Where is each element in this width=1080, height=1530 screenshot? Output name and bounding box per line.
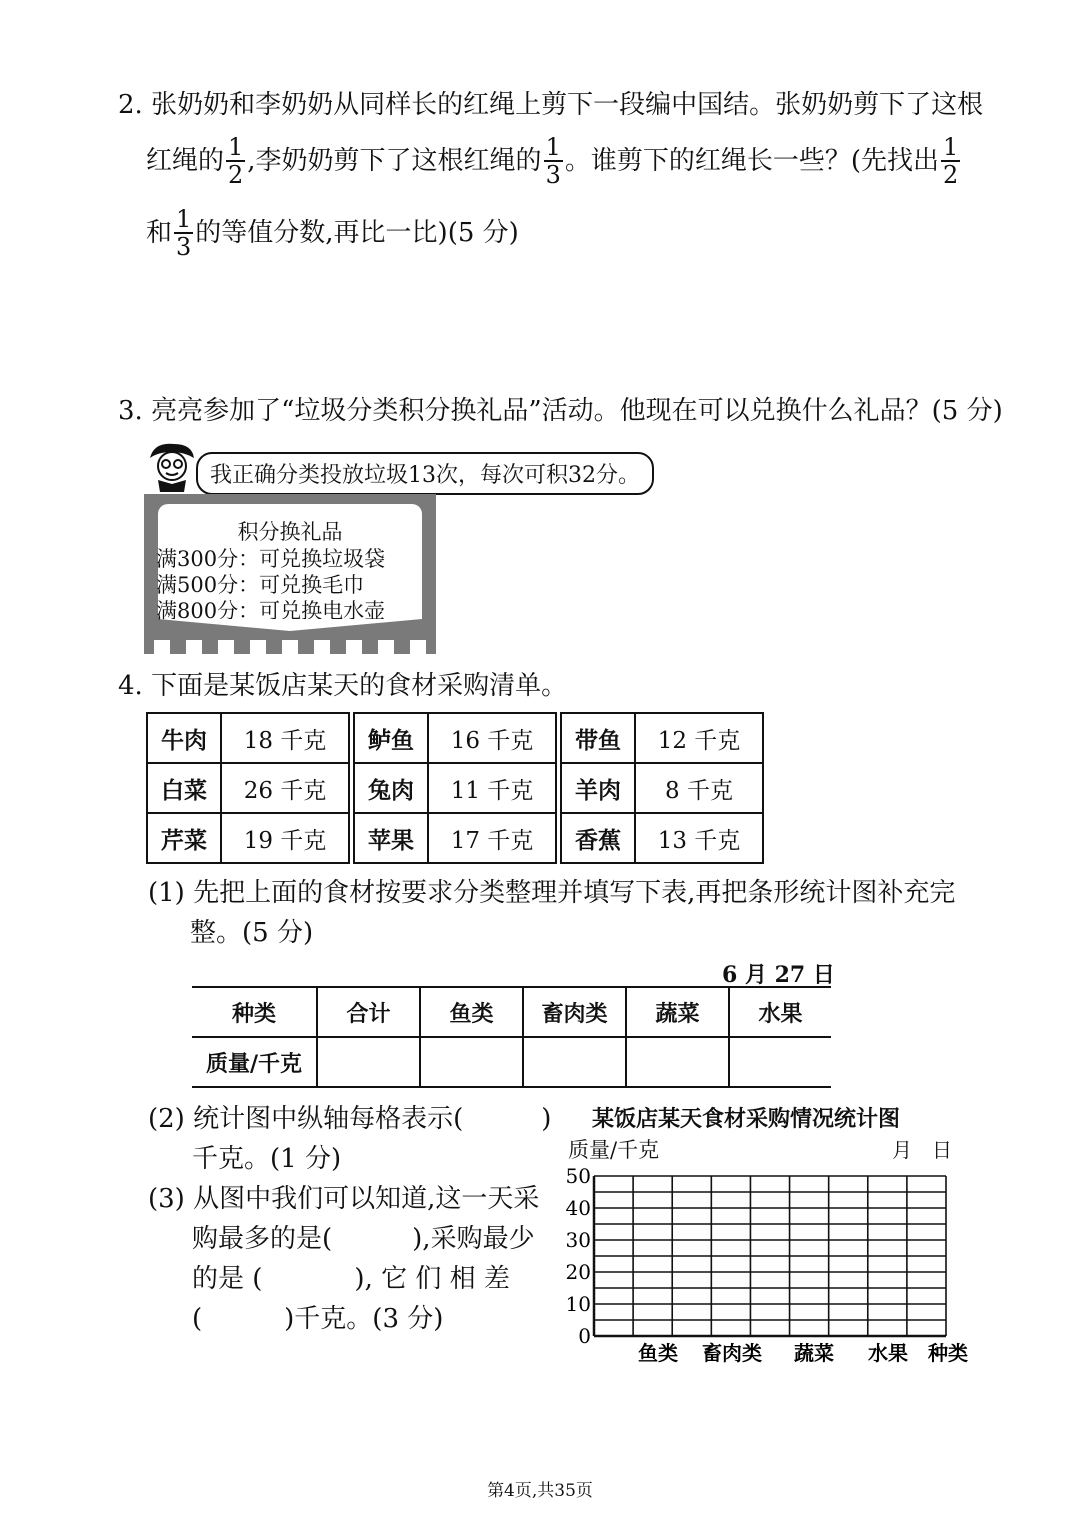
sign-panel — [156, 504, 422, 623]
food-weight: 8 千克 — [635, 763, 763, 813]
sign-notch — [158, 619, 422, 631]
bar-chart — [560, 1160, 980, 1380]
purchase-table — [146, 712, 764, 864]
food-weight: 17 千克 — [428, 813, 556, 863]
food-name: 香蕉 — [561, 813, 635, 863]
table-header: 畜肉类 — [523, 987, 626, 1037]
sign-title: 积分换礼品 — [237, 520, 343, 544]
q4-p3-l3a: 的是 ( — [192, 1264, 263, 1294]
chart-grid — [594, 1176, 946, 1336]
y-tick-label: 10 — [565, 1292, 591, 1316]
food-name: 带鱼 — [561, 713, 635, 763]
y-tick-label: 40 — [565, 1196, 591, 1220]
q4-p3-l4b: )千克。(3 分) — [284, 1304, 444, 1334]
q4-p2-a: (2) 统计图中纵轴每格表示( — [148, 1104, 464, 1134]
x-tick-label: 水果 — [868, 1341, 908, 1365]
answer-cell[interactable] — [523, 1037, 626, 1087]
sign-crenel — [410, 640, 426, 654]
sign-crenel — [154, 640, 170, 654]
q2-l2b: ,李奶奶剪下了这根红绳的 — [247, 146, 542, 176]
chart-title: 某饭店某天食材采购情况统计图 — [592, 1107, 901, 1132]
q4-p3-line1: (3) 从图中我们可以知道,这一天采 — [148, 1184, 540, 1214]
table-header: 水果 — [729, 987, 831, 1037]
answer-cell[interactable] — [420, 1037, 523, 1087]
x-tick-label: 蔬菜 — [794, 1341, 834, 1365]
x-tick-label: 鱼类 — [638, 1341, 678, 1365]
sign-rule: 满800分：可兑换电水壶 — [156, 599, 386, 623]
q2-l3a: 和 — [146, 218, 173, 248]
q4-p3-line4 — [192, 1304, 443, 1334]
frac-num: 1 — [228, 133, 244, 161]
sign-crenel — [250, 640, 266, 654]
points-sign — [144, 494, 436, 654]
frac-den: 3 — [176, 233, 192, 261]
food-weight: 18 千克 — [221, 713, 349, 763]
q4-p3-l2a: 购最多的是( — [192, 1224, 333, 1254]
table-header: 合计 — [317, 987, 420, 1037]
food-weight: 16 千克 — [428, 713, 556, 763]
page-footer: 第4页,共35页 — [487, 1481, 593, 1501]
sign-crenel — [378, 640, 394, 654]
q2-l3b: 的等值分数,再比一比)(5 分) — [195, 218, 519, 248]
food-name: 白菜 — [147, 763, 221, 813]
q2-line1: 2. 张奶奶和李奶奶从同样长的红绳上剪下一段编中国结。张奶奶剪下了这根 — [118, 90, 984, 120]
answer-cell[interactable] — [317, 1037, 420, 1087]
frac-num: 1 — [943, 133, 959, 161]
food-weight: 11 千克 — [428, 763, 556, 813]
chart-xticks — [638, 1341, 908, 1365]
q4-p2-line2: 千克。(1 分) — [192, 1144, 342, 1174]
table-header: 蔬菜 — [626, 987, 729, 1037]
sign-rule: 满300分：可兑换垃圾袋 — [156, 547, 386, 571]
fraction-third — [544, 134, 563, 188]
fraction-half — [226, 134, 245, 188]
y-tick-label: 50 — [565, 1164, 591, 1188]
frac-den: 2 — [943, 161, 959, 189]
y-tick-label: 30 — [565, 1228, 591, 1252]
answer-cell[interactable] — [626, 1037, 729, 1087]
q4-p3-line3 — [192, 1264, 510, 1294]
frac-den: 3 — [545, 161, 561, 189]
sign-crenel — [314, 640, 330, 654]
table-date: 6 月 27 日 — [722, 962, 835, 988]
y-tick-label: 20 — [565, 1260, 591, 1284]
classification-table — [192, 986, 831, 1088]
food-weight: 13 千克 — [635, 813, 763, 863]
q4-p2-line1 — [148, 1104, 551, 1134]
q4-p3-l2b: ),采购最少 — [412, 1224, 535, 1254]
q4-p3-l3b: ), 它 们 相 差 — [354, 1264, 510, 1294]
q4-p2-b: ) — [541, 1104, 552, 1134]
chart-ylabel: 质量/千克 — [568, 1138, 660, 1162]
sign-crenel — [186, 640, 202, 654]
table-header: 鱼类 — [420, 987, 523, 1037]
food-weight: 19 千克 — [221, 813, 349, 863]
boy-cartoon-icon — [144, 440, 200, 492]
table-row — [192, 987, 831, 1037]
food-name: 牛肉 — [147, 713, 221, 763]
food-weight: 26 千克 — [221, 763, 349, 813]
q2-line2 — [146, 134, 962, 188]
x-tick-label: 畜肉类 — [702, 1341, 762, 1365]
frac-num: 1 — [176, 205, 192, 233]
q4-p3-l4a: ( — [192, 1304, 203, 1334]
q2-l2a: 红绳的 — [146, 146, 225, 176]
speech-bubble: 我正确分类投放垃圾13次，每次可积32分。 — [196, 452, 654, 495]
q4-p3-line2 — [192, 1224, 535, 1254]
q4-p1-line1: (1) 先把上面的食材按要求分类整理并填写下表,再把条形统计图补充完 — [148, 878, 956, 908]
q2-line3 — [146, 206, 519, 260]
y-tick-label: 0 — [578, 1324, 591, 1348]
table-row — [192, 1037, 831, 1087]
row-label: 质量/千克 — [192, 1037, 317, 1087]
chart-date-label: 月 日 — [892, 1138, 952, 1162]
q3-text: 3. 亮亮参加了“垃圾分类积分换礼品”活动。他现在可以兑换什么礼品？(5 分) — [118, 396, 1003, 426]
fraction-half — [941, 134, 960, 188]
chart-xlabel: 种类 — [928, 1341, 968, 1365]
food-name: 鲈鱼 — [354, 713, 428, 763]
food-name: 兔肉 — [354, 763, 428, 813]
sign-rule: 满500分：可兑换毛巾 — [156, 573, 365, 597]
table-row — [147, 813, 763, 863]
food-weight: 12 千克 — [635, 713, 763, 763]
sign-rules — [156, 546, 422, 624]
food-name: 苹果 — [354, 813, 428, 863]
frac-den: 2 — [228, 161, 244, 189]
table-row — [147, 713, 763, 763]
chart-yticks — [566, 1164, 591, 1348]
food-name: 羊肉 — [561, 763, 635, 813]
food-name: 芹菜 — [147, 813, 221, 863]
q4-text: 4. 下面是某饭店某天的食材采购清单。 — [118, 671, 568, 701]
q2-l2c: 。谁剪下的红绳长一些？(先找出 — [564, 146, 939, 176]
sign-crenel — [218, 640, 234, 654]
sign-crenel — [282, 640, 298, 654]
fraction-third — [174, 206, 193, 260]
sign-crenel — [346, 640, 362, 654]
table-header: 种类 — [192, 987, 317, 1037]
table-row — [147, 763, 763, 813]
answer-cell[interactable] — [729, 1037, 831, 1087]
q4-p1-line2: 整。(5 分) — [190, 918, 314, 948]
frac-num: 1 — [545, 133, 561, 161]
